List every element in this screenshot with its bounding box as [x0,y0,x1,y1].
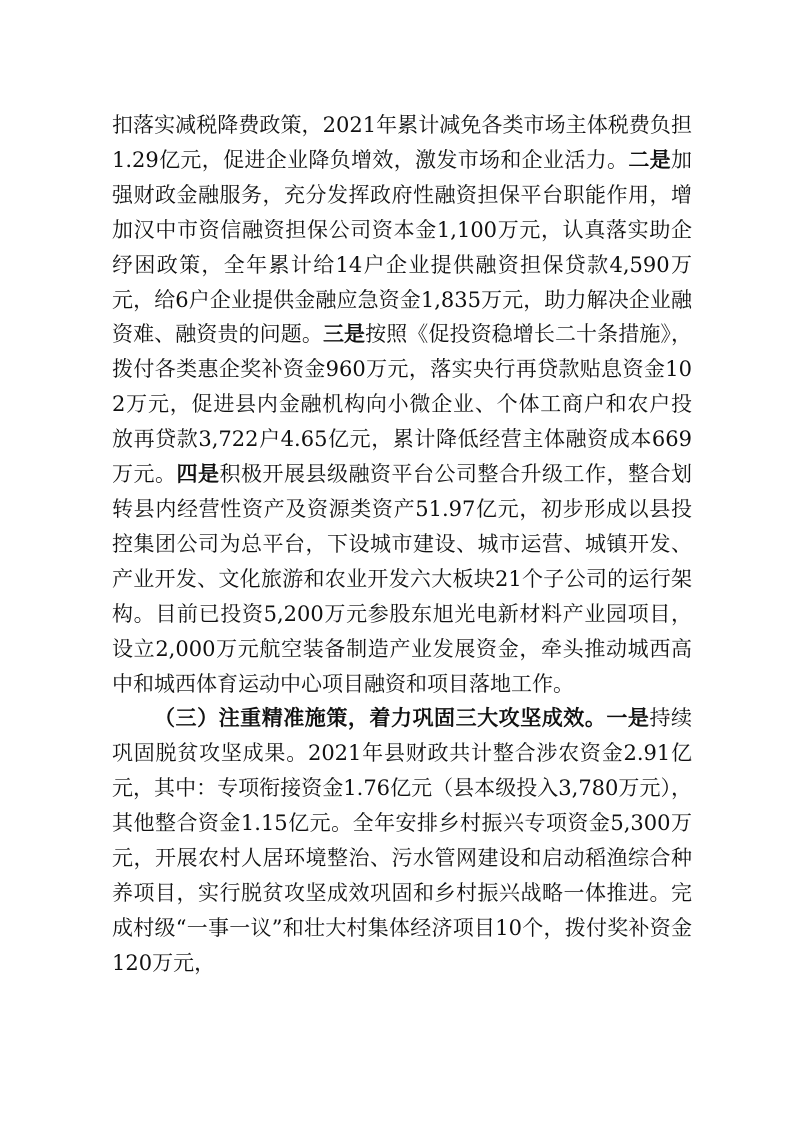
bold-run: 三是 [322,321,366,347]
section-heading: （三）注重精准施策，着力巩固三大攻坚成效。一是 [154,705,650,731]
bold-run: 四是 [176,461,220,487]
paragraph-continuation [112,108,692,701]
text-run: 积极开展县级融资平台公司整合升级工作，整合划转县内经营性资产及资源类资产51.97亿元，初步形成以县投控集团公司为总平台，下设城市建设、城市运营、城镇开发、产业开发、文化旅游和农业开发六大板块21个子公司的运行架构。目前已投资5,200万元参股东旭光电新材料产业园项目，设立2,000万元航空装备制造产业发展资金，牵头推动城西高中和城西体育运动中心项目融资和项目落地工作。 [112,462,692,696]
text-run: 扣落实减税降费政策，2021年累计减免各类市场主体税费负担1.29亿元，促进企业降负增效，激发市场和企业活力。 [112,113,692,172]
text-run: 加强财政金融服务，充分发挥政府性融资担保平台职能作用，增加汉中市资信融资担保公司资本金1,100万元，认真落实助企纾困政策，全年累计给14户企业提供融资担保贷款4,590万元，给6户企业提供金融应急资金1,835万元，助力解决企业融资难、融资贵的问题。 [112,147,693,347]
text-run: 持续巩固脱贫攻坚成果。2021年县财政共计整合涉农资金2.91亿元，其中：专项衔接资金1.76亿元（县本级投入3,780万元），其他整合资金1.15亿元。全年安排乡村振兴专项资金5,300万元，开展农村人居环境整治、污水管网建设和启动稻渔综合种养项目，实行脱贫攻坚成效巩固和乡村振兴战略一体推进。完成村级“一事一议”和壮大村集体经济项目10个，拨付奖补资金120万元， [112,706,693,975]
text-run: 按照《促投资稳增长二十条措施》，拨付各类惠企奖补资金960万元，落实央行再贷款贴息资金102万元，促进县内金融机构向小微企业、个体工商户和农户投放再贷款3,722户4.65亿元，累计降低经营主体融资成本669万元。 [112,322,693,487]
document-page [112,108,692,981]
paragraph-section-three [112,701,692,980]
bold-run: 二是 [628,146,672,172]
